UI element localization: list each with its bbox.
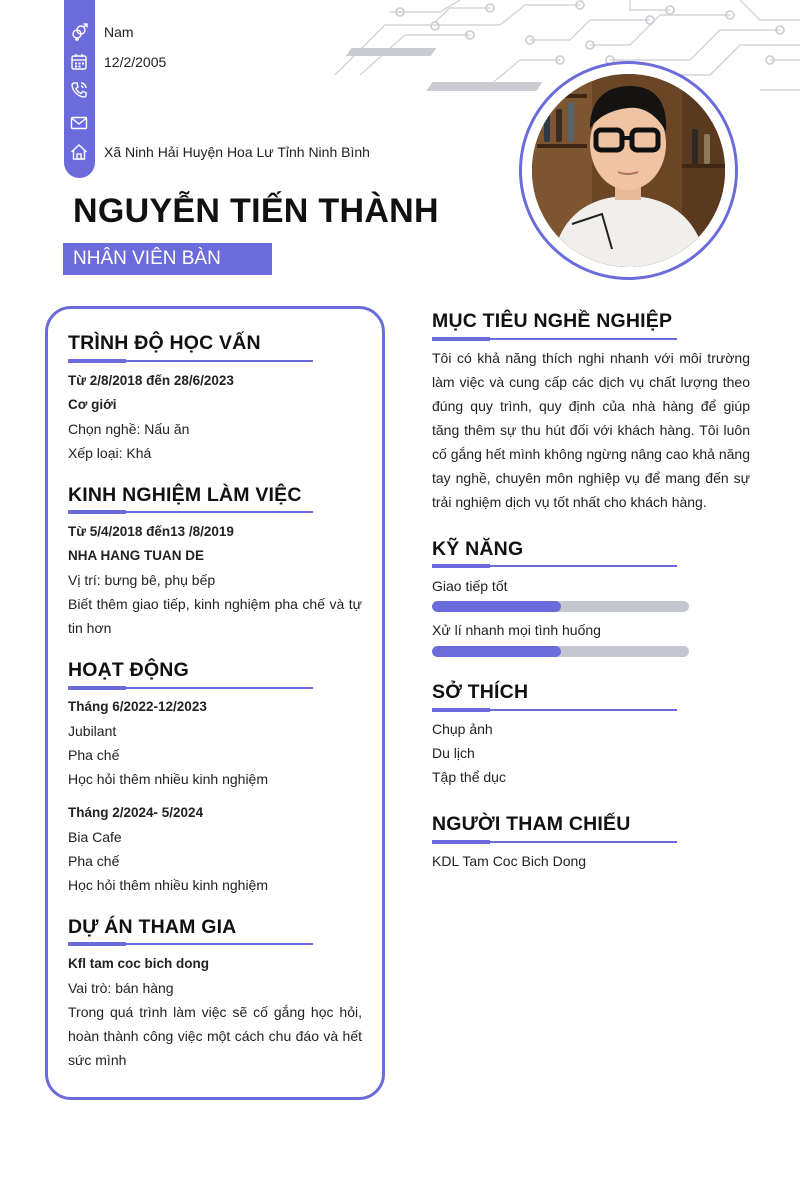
hobby-item: Du lịch bbox=[432, 745, 475, 761]
skills-heading: KỸ NĂNG bbox=[432, 538, 524, 560]
address-value: Xã Ninh Hải Huyện Hoa Lư Tỉnh Ninh Bình bbox=[104, 144, 370, 160]
birthday-value: 12/2/2005 bbox=[104, 54, 167, 70]
hobbies-heading: SỞ THÍCH bbox=[432, 681, 529, 703]
activity-description: Học hỏi thêm nhiều kinh nghiệm bbox=[68, 877, 269, 893]
gender-value: Nam bbox=[104, 24, 134, 40]
skill-name: Xử lí nhanh mọi tình huống bbox=[432, 622, 601, 638]
activity-org: Bia Cafe bbox=[68, 829, 122, 845]
objective-text: Tôi có khả năng thích nghi nhanh với môi trường làm việc và cung cấp các dịch vụ chất lượng theo đúng quy trình, quy định của nhà hàng để giúp tăng thêm sự thu hút đối với khách hàng. Tôi luôn cố gắng hết mình không ngừng nâng cao khả năng tay nghề, chuyên môn nghiệp vụ để mang đến sự trải nghiệm dịch vụ tốt nhất cho khách hàng. bbox=[432, 350, 750, 510]
experience-company: NHA HANG TUAN DE bbox=[68, 548, 204, 563]
activities-divider bbox=[68, 687, 313, 689]
education-major: Chọn nghề: Nấu ăn bbox=[68, 421, 190, 437]
email-icon bbox=[70, 114, 88, 132]
projects-divider bbox=[68, 943, 313, 945]
activity-description: Học hỏi thêm nhiều kinh nghiệm bbox=[68, 771, 269, 787]
skill-level-bar bbox=[432, 601, 689, 612]
activity-org: Jubilant bbox=[68, 723, 117, 739]
activity-period: Tháng 6/2022-12/2023 bbox=[68, 699, 207, 714]
activity-role: Pha chế bbox=[68, 747, 120, 763]
project-role: Vai trò: bán hàng bbox=[68, 980, 174, 996]
gender-icon bbox=[70, 23, 88, 41]
education-rank: Xếp loại: Khá bbox=[68, 445, 152, 461]
phone-icon bbox=[70, 81, 88, 99]
education-school: Cơ giới bbox=[68, 397, 117, 412]
projects-heading: DỰ ÁN THAM GIA bbox=[68, 916, 237, 938]
education-divider bbox=[68, 360, 313, 362]
skill-level-fill bbox=[432, 601, 561, 612]
experience-heading: KINH NGHIỆM LÀM VIỆC bbox=[68, 484, 302, 506]
objective-heading: MỤC TIÊU NGHỀ NGHIỆP bbox=[432, 310, 673, 332]
skill-level-bar bbox=[432, 646, 689, 657]
experience-divider bbox=[68, 511, 313, 513]
candidate-name: NGUYỄN TIẾN THÀNH bbox=[73, 192, 439, 230]
calendar-icon bbox=[70, 53, 88, 71]
activity-period: Tháng 2/2024- 5/2024 bbox=[68, 805, 204, 820]
activities-heading: HOẠT ĐỘNG bbox=[68, 659, 189, 681]
hobby-item: Tập thể dục bbox=[432, 769, 506, 785]
references-divider bbox=[432, 841, 677, 843]
skill-name: Giao tiếp tốt bbox=[432, 578, 508, 594]
avatar bbox=[532, 74, 725, 267]
objective-divider bbox=[432, 338, 677, 340]
experience-period: Từ 5/4/2018 đến13 /8/2019 bbox=[68, 524, 234, 539]
activity-role: Pha chế bbox=[68, 853, 120, 869]
experience-description: Biết thêm giao tiếp, kinh nghiệm pha chế và tự tin hơn bbox=[68, 596, 362, 636]
hobbies-divider bbox=[432, 709, 677, 711]
project-name: Kfl tam coc bich dong bbox=[68, 956, 210, 971]
skill-level-fill bbox=[432, 646, 561, 657]
hobby-item: Chụp ảnh bbox=[432, 721, 493, 737]
project-description: Trong quá trình làm việc sẽ cố gắng học hỏi, hoàn thành công việc một cách chu đáo và hết sức mình bbox=[68, 1004, 362, 1068]
position-badge: NHÂN VIÊN BÀN bbox=[63, 243, 272, 275]
reference-text: KDL Tam Coc Bich Dong bbox=[432, 853, 587, 869]
education-period: Từ 2/8/2018 đến 28/6/2023 bbox=[68, 373, 234, 388]
home-icon bbox=[70, 143, 88, 161]
references-heading: NGƯỜI THAM CHIẾU bbox=[432, 813, 631, 835]
skills-divider bbox=[432, 565, 677, 567]
experience-role: Vị trí: bưng bê, phụ bếp bbox=[68, 572, 216, 588]
education-heading: TRÌNH ĐỘ HỌC VẤN bbox=[68, 332, 261, 354]
